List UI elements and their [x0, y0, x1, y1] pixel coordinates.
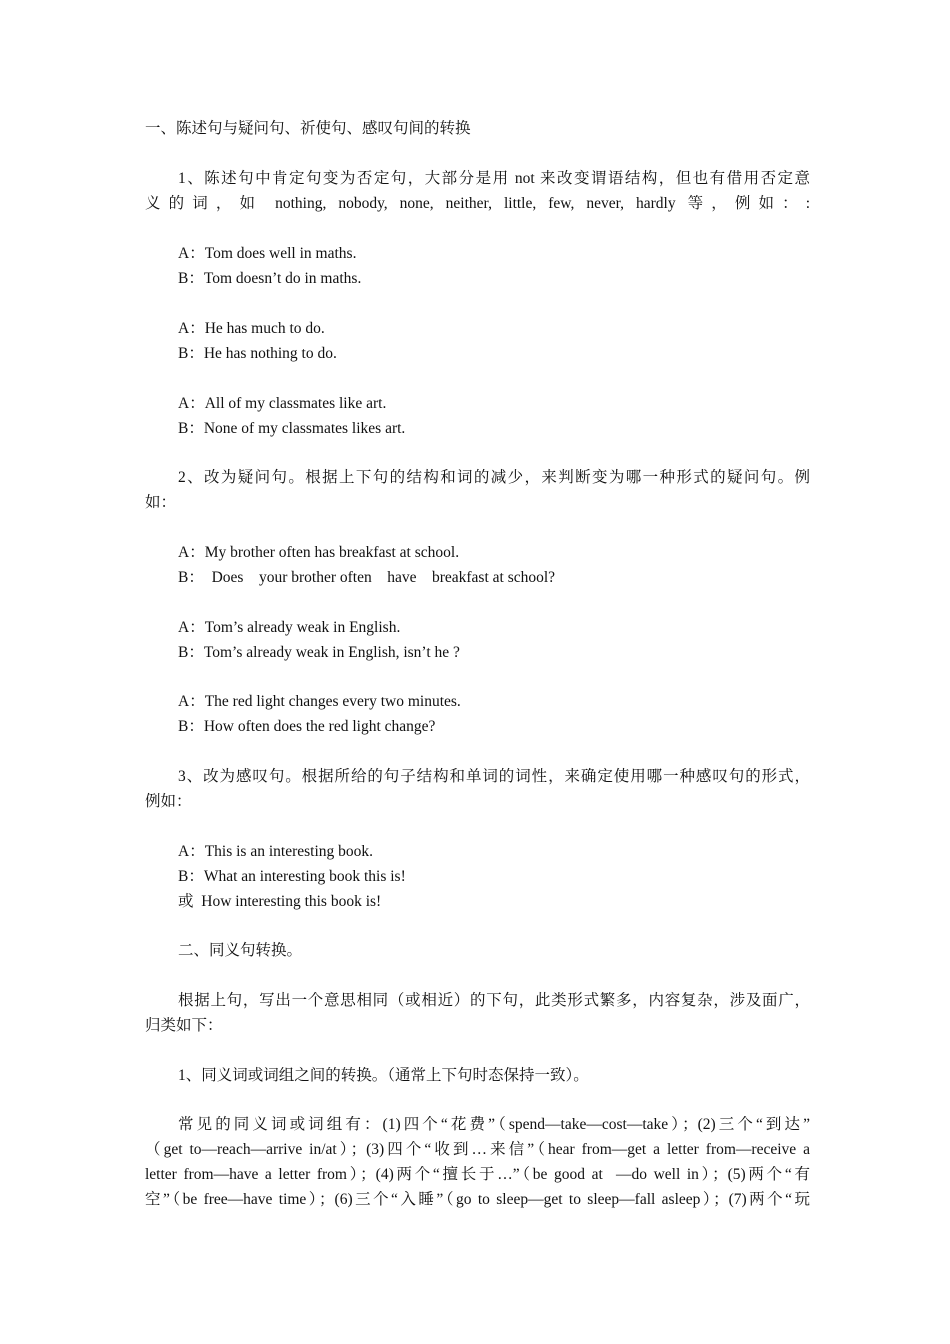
example-2-a: A：He has much to do. — [178, 320, 325, 337]
example-7-b: B：What an interesting book this is! — [178, 868, 406, 885]
example-2-b: B：He has nothing to do. — [178, 345, 337, 362]
section-heading-1: 一、陈述句与疑问句、祈使句、感叹句间的转换 — [145, 120, 471, 137]
example-5-b: B：Tom’s already weak in English, isn’t he ? — [178, 644, 460, 661]
paragraph-4-line-2: 归类如下： — [145, 1017, 223, 1034]
paragraph-6-line-2: （get to—reach—arrive in/at）；(3)四个“收到…来信”（hear from—get a letter from—receive a — [145, 1141, 810, 1158]
example-6-b: B：How often does the red light change? — [178, 718, 436, 735]
paragraph-2-line-1: 2、改为疑问句。根据上下句的结构和词的减少，来判断变为哪一种形式的疑问句。例 — [178, 469, 810, 486]
example-3-a: A：All of my classmates like art. — [178, 395, 387, 412]
example-1-b: B：Tom doesn’t do in maths. — [178, 270, 362, 287]
paragraph-4-line-1: 根据上句，写出一个意思相同（或相近）的下句，此类形式繁多，内容复杂，涉及面广， — [178, 992, 810, 1009]
paragraph-6-line-4: 空”（be free—have time）；(6)三个“入睡”（go to sleep—get to sleep—fall asleep）；(7)两个“玩 — [145, 1191, 810, 1208]
paragraph-2-line-2: 如： — [145, 494, 177, 511]
example-3-b: B：None of my classmates likes art. — [178, 420, 406, 437]
section-heading-2: 二、同义句转换。 — [178, 942, 303, 959]
paragraph-5: 1、同义词或词组之间的转换。（通常上下句时态保持一致）。 — [178, 1067, 589, 1084]
paragraph-6-line-1: 常见的同义词或词组有：(1)四个“花费”（spend—take—cost—take）；(2)三个“到达” — [178, 1116, 810, 1133]
example-5-a: A：Tom’s already weak in English. — [178, 619, 401, 636]
paragraph-1-line-1: 1、陈述句中肯定句变为否定句，大部分是用 not 来改变谓语结构，但也有借用否定意 — [178, 170, 810, 187]
paragraph-3-line-1: 3、改为感叹句。根据所给的句子结构和单词的词性，来确定使用哪一种感叹句的形式， — [178, 768, 810, 785]
example-7-c: 或 How interesting this book is! — [178, 893, 382, 910]
paragraph-1-line-2: 义的词，如 nothing, nobody, none, neither, little, few, never, hardly 等，例如：: — [145, 195, 810, 212]
example-7-a: A：This is an interesting book. — [178, 843, 374, 860]
example-6-a: A：The red light changes every two minutes. — [178, 693, 461, 710]
example-1-a: A：Tom does well in maths. — [178, 245, 357, 262]
example-4-a: A：My brother often has breakfast at school. — [178, 544, 460, 561]
paragraph-3-line-2: 例如： — [145, 793, 192, 810]
example-4-b: B： Does your brother often have breakfast at school? — [178, 569, 556, 586]
paragraph-6-line-3: letter from—have a letter from）；(4)两个“擅长于…”（be good at —do well in）；(5)两个“有 — [145, 1166, 810, 1183]
